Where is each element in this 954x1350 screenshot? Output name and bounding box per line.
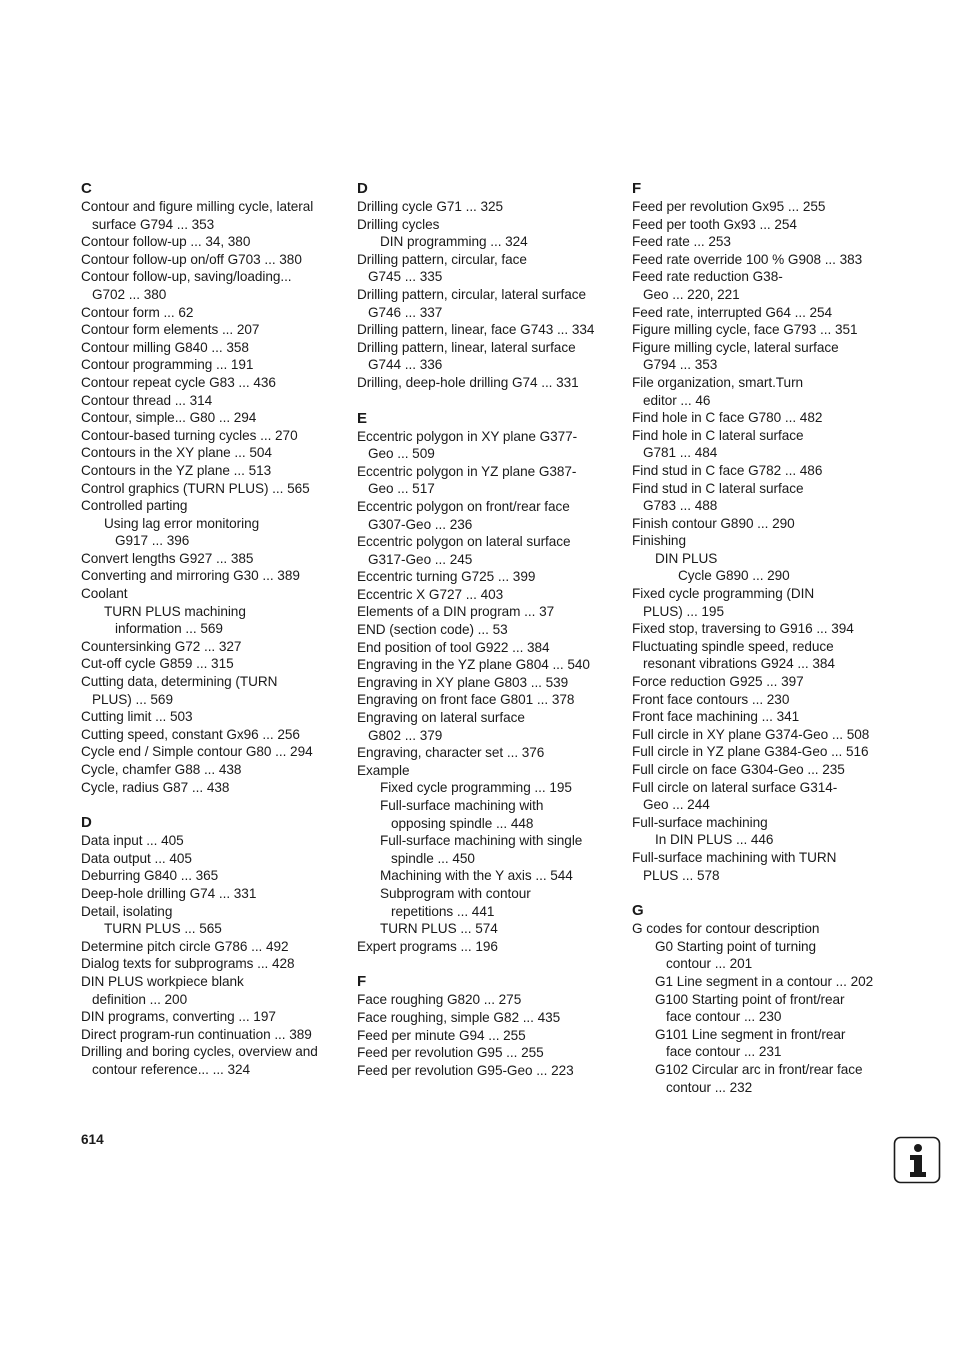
index-entry: Face roughing, simple G82 ... 435: [357, 1009, 561, 1025]
index-subentry: Geo ... 244: [643, 797, 710, 813]
index-entry: Find hole in C lateral surface: [632, 427, 804, 443]
index-entry: Data input ... 405: [81, 833, 184, 849]
index-entry: Eccentric X G727 ... 403: [357, 586, 504, 602]
index-entry: Expert programs ... 196: [357, 938, 498, 954]
index-entry: Cutting speed, constant Gx96 ... 256: [81, 726, 300, 742]
index-entry: Drilling, deep-hole drilling G74 ... 331: [357, 374, 579, 390]
index-entry: Convert lengths G927 ... 385: [81, 550, 254, 566]
index-subentry: G317-Geo ... 245: [368, 551, 473, 567]
index-entry: Eccentric turning G725 ... 399: [357, 569, 536, 585]
page-number: 614: [81, 1132, 104, 1147]
index-entry: Contour thread ... 314: [81, 392, 213, 408]
section-letter: E: [357, 409, 368, 427]
index-entry: Cycle end / Simple contour G80 ... 294: [81, 744, 313, 760]
index-entry: Full circle on lateral surface G314-: [632, 779, 838, 795]
index-entry: Dialog texts for subprograms ... 428: [81, 956, 295, 972]
index-entry: Feed per revolution G95 ... 255: [357, 1045, 544, 1061]
index-subentry: TURN PLUS ... 574: [380, 921, 498, 937]
index-entry: G codes for contour description: [632, 921, 820, 937]
index-entry: Feed rate reduction G38-: [632, 269, 783, 285]
index-entry: Front face machining ... 341: [632, 709, 800, 725]
index-entry: Example: [357, 762, 410, 778]
index-subentry: Geo ... 220, 221: [643, 286, 740, 302]
index-subentry: PLUS) ... 569: [92, 691, 173, 707]
index-entry: Converting and mirroring G30 ... 389: [81, 568, 300, 584]
index-entry: Drilling pattern, linear, face G743 ... 334: [357, 322, 595, 338]
index-section-c: [81, 179, 343, 796]
index-subentry: G802 ... 379: [368, 727, 443, 743]
index-entry: Cut-off cycle G859 ... 315: [81, 656, 234, 672]
section-letter: D: [81, 814, 92, 832]
index-subentry: surface G794 ... 353: [92, 216, 215, 232]
index-entry: Contour form elements ... 207: [81, 322, 260, 338]
index-entry: END (section code) ... 53: [357, 622, 508, 638]
index-subentry: Full-surface machining with single: [380, 833, 583, 849]
section-letter: G: [632, 902, 644, 920]
index-entry: Contours in the XY plane ... 504: [81, 445, 272, 461]
index-entry: Direct program-run continuation ... 389: [81, 1026, 312, 1042]
index-entry: Controlled parting: [81, 498, 188, 514]
index-section-f: [632, 179, 900, 884]
index-subentry: DIN programming ... 324: [380, 234, 528, 250]
index-subentry: G102 Circular arc in front/rear face: [655, 1061, 863, 1077]
index-entry: Find hole in C face G780 ... 482: [632, 410, 823, 426]
index-entry: DIN PLUS workpiece blank: [81, 973, 244, 989]
index-entry: Eccentric polygon on lateral surface: [357, 534, 571, 550]
index-entry: Determine pitch circle G786 ... 492: [81, 938, 289, 954]
index-entry: Engraving in XY plane G803 ... 539: [357, 674, 569, 690]
index-subentry: PLUS ... 578: [643, 867, 720, 883]
index-subentry: definition ... 200: [92, 991, 188, 1007]
index-column-1: [81, 179, 343, 1096]
index-subentry: face contour ... 230: [666, 1009, 782, 1025]
index-section-g: [632, 901, 900, 1096]
index-subentry: Cycle G890 ... 290: [678, 568, 790, 584]
index-subentry: In DIN PLUS ... 446: [655, 832, 774, 848]
index-entry: Full-surface machining with TURN: [632, 849, 837, 865]
index-entry: Contour repeat cycle G83 ... 436: [81, 374, 276, 390]
index-entry: Drilling pattern, linear, lateral surface: [357, 339, 576, 355]
index-entry: Cutting limit ... 503: [81, 709, 193, 725]
index-section-e: [357, 409, 619, 956]
index-entry: Finish contour G890 ... 290: [632, 515, 795, 531]
section-letter: C: [81, 180, 92, 197]
index-entry: Engraving in the YZ plane G804 ... 540: [357, 657, 590, 673]
index-subentry: information ... 569: [115, 621, 223, 637]
index-entry: Drilling cycles: [357, 216, 440, 232]
index-entry: Feed rate ... 253: [632, 234, 731, 250]
index-entry: Eccentric polygon in YZ plane G387-: [357, 463, 577, 479]
index-entry: Engraving, character set ... 376: [357, 745, 545, 761]
index-entry: Front face contours ... 230: [632, 691, 790, 707]
index-entry: Figure milling cycle, lateral surface: [632, 339, 839, 355]
index-entry: Countersinking G72 ... 327: [81, 638, 242, 654]
index-entry: Contour and figure milling cycle, lateral: [81, 199, 314, 214]
index-entry: Contour follow-up on/off G703 ... 380: [81, 251, 302, 267]
index-entry: Full circle in XY plane G374-Geo ... 508: [632, 726, 870, 742]
index-subentry: G917 ... 396: [115, 533, 190, 549]
index-entry: Drilling pattern, circular, lateral surface: [357, 286, 587, 302]
index-subentry: G746 ... 337: [368, 304, 443, 320]
index-entry: Feed per tooth Gx93 ... 254: [632, 216, 797, 232]
index-entry: Find stud in C face G782 ... 486: [632, 462, 823, 478]
index-entry: File organization, smart.Turn: [632, 374, 804, 390]
index-subentry: G101 Line segment in front/rear: [655, 1026, 846, 1042]
index-entry: Cutting data, determining (TURN: [81, 674, 278, 690]
index-entry: Deep-hole drilling G74 ... 331: [81, 885, 257, 901]
index-entry: Contour follow-up, saving/loading...: [81, 269, 292, 285]
index-entry: Cycle, chamfer G88 ... 438: [81, 762, 242, 777]
index-subentry: Machining with the Y axis ... 544: [380, 868, 573, 884]
section-letter: F: [632, 180, 642, 197]
index-section-f: [357, 972, 619, 1079]
index-subentry: G794 ... 353: [643, 357, 718, 373]
index-subentry: G0 Starting point of turning: [655, 938, 817, 954]
index-entry: Fluctuating spindle speed, reduce: [632, 638, 834, 654]
index-entry: Drilling cycle G71 ... 325: [357, 199, 504, 214]
index-entry: Contour, simple... G80 ... 294: [81, 410, 257, 426]
index-entry: Detail, isolating: [81, 903, 173, 919]
index-entry: Contour programming ... 191: [81, 357, 254, 373]
index-column-2: [357, 179, 619, 1096]
index-subentry: Full-surface machining with: [380, 798, 544, 813]
index-entry: Engraving on lateral surface: [357, 710, 525, 726]
index-entry: Drilling pattern, circular, face: [357, 251, 527, 267]
index-subentry: TURN PLUS machining: [104, 603, 246, 619]
index-subentry: resonant vibrations G924 ... 384: [643, 656, 835, 672]
index-entry: Face roughing G820 ... 275: [357, 992, 522, 1008]
index-entry: Fixed stop, traversing to G916 ... 394: [632, 621, 854, 637]
index-entry: Full-surface machining: [632, 814, 768, 830]
index-subentry: G307-Geo ... 236: [368, 516, 473, 532]
index-entry: Feed per revolution Gx95 ... 255: [632, 199, 826, 214]
index-column-3: [632, 179, 900, 1113]
index-entry: End position of tool G922 ... 384: [357, 639, 550, 655]
index-subentry: DIN PLUS: [655, 550, 718, 566]
index-entry: Fixed cycle programming (DIN: [632, 586, 815, 602]
index-entry: Drilling and boring cycles, overview and: [81, 1044, 318, 1060]
index-entry: Contour-based turning cycles ... 270: [81, 427, 298, 443]
index-entry: Feed per revolution G95-Geo ... 223: [357, 1062, 574, 1078]
index-entry: Coolant: [81, 586, 128, 602]
index-entry: Figure milling cycle, face G793 ... 351: [632, 322, 858, 338]
index-subentry: PLUS) ... 195: [643, 603, 724, 619]
index-entry: Deburring G840 ... 365: [81, 868, 219, 884]
index-subentry: G100 Starting point of front/rear: [655, 991, 845, 1007]
index-subentry: G745 ... 335: [368, 269, 443, 285]
index-subentry: contour reference... ... 324: [92, 1061, 251, 1077]
index-entry: Full circle in YZ plane G384-Geo ... 516: [632, 744, 869, 760]
index-subentry: Geo ... 509: [368, 446, 435, 462]
index-entry: Engraving on front face G801 ... 378: [357, 692, 575, 708]
index-subentry: G702 ... 380: [92, 286, 167, 302]
index-entry: Contour milling G840 ... 358: [81, 339, 249, 355]
index-section-d: [357, 179, 619, 392]
index-subentry: G781 ... 484: [643, 445, 718, 461]
index-entry: Feed rate, interrupted G64 ... 254: [632, 304, 833, 320]
index-entry: Contour follow-up ... 34, 380: [81, 234, 251, 250]
index-entry: Feed rate override 100 % G908 ... 383: [632, 251, 863, 267]
index-subentry: contour ... 201: [666, 956, 753, 972]
index-section-d: [81, 813, 343, 1078]
index-entry: Control graphics (TURN PLUS) ... 565: [81, 480, 310, 496]
index-entry: Eccentric polygon in XY plane G377-: [357, 428, 578, 444]
index-subentry: opposing spindle ... 448: [391, 815, 534, 831]
index-subentry: G744 ... 336: [368, 357, 443, 373]
index-entry: Feed per minute G94 ... 255: [357, 1027, 526, 1043]
index-subentry: Fixed cycle programming ... 195: [380, 780, 572, 796]
index-subentry: editor ... 46: [643, 392, 711, 408]
index-entry: Data output ... 405: [81, 850, 192, 866]
index-subentry: spindle ... 450: [391, 850, 475, 866]
section-letter: D: [357, 180, 368, 197]
index-subentry: TURN PLUS ... 565: [104, 921, 222, 937]
index-subentry: G1 Line segment in a contour ... 202: [655, 973, 874, 989]
index-subentry: Subprogram with contour: [380, 885, 531, 901]
index-entry: Force reduction G925 ... 397: [632, 674, 804, 690]
index-subentry: G783 ... 488: [643, 498, 718, 514]
index-entry: Contours in the YZ plane ... 513: [81, 462, 272, 478]
index-entry: Find stud in C lateral surface: [632, 480, 804, 496]
index-subentry: face contour ... 231: [666, 1044, 782, 1060]
index-entry: Elements of a DIN program ... 37: [357, 604, 555, 620]
index-subentry: Geo ... 517: [368, 481, 435, 497]
index-entry: Cycle, radius G87 ... 438: [81, 779, 230, 795]
index-entry: Full circle on face G304-Geo ... 235: [632, 762, 845, 777]
index-entry: Contour form ... 62: [81, 304, 194, 320]
index-subentry: contour ... 232: [666, 1079, 753, 1095]
info-icon: [893, 1136, 941, 1184]
index-entry: DIN programs, converting ... 197: [81, 1009, 276, 1025]
index-subentry: repetitions ... 441: [391, 903, 495, 919]
section-letter: F: [357, 973, 367, 991]
index-subentry: Using lag error monitoring: [104, 515, 260, 531]
index-entry: Finishing: [632, 533, 686, 549]
index-entry: Eccentric polygon on front/rear face: [357, 498, 570, 514]
